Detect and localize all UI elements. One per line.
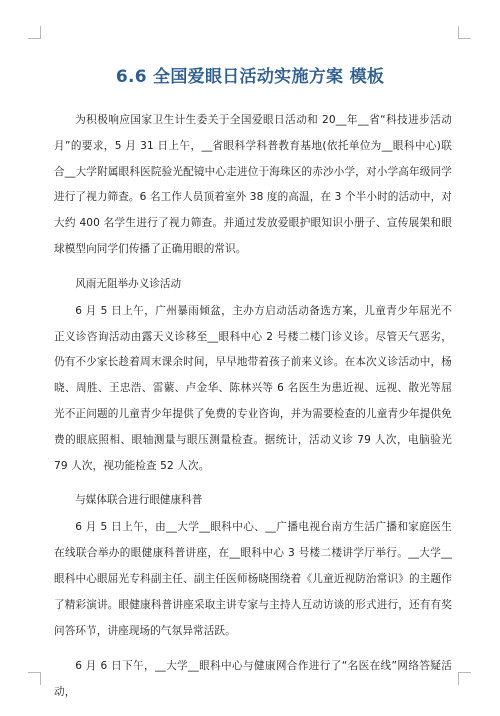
paragraph-free-clinic: 6 月 5 日上午，广州暴雨倾盆，主办方启动活动备选方案，儿童青少年屈光不正义诊咨询活动由露天义诊移至__眼科中心 2 号楼二楼门诊义诊。尽管天气恶劣，仍有不少家长趁着周末课余时间，早早地带着孩子前来义诊。在本次义诊活动中，杨晓、周胜、王忠浩、雷蘩、卢金华、陈林兴等 6 名医生为患近视、远视、散光等屈光不正问题的儿童青少年提供了免费的专业咨询，并为需要检查的儿童青少年提供免费的眼底照相、眼轴测量与眼压测量检查。据统计，活动义诊 79 人次，电脑验光 79 人次，视功能检查 52 人次。	[54, 304, 452, 472]
paragraph-intro: 为积极响应国家卫生计生委关于全国爱眼日活动和 20__年__省“科技进步活动月”的要求，5 月 31 日上午，__省眼科学科普教育基地(依托单位为__眼科中心)联合__大学附属眼科医院验光配镜中心走进位于海珠区的赤沙小学，对小学高年级同学进行了视力筛查。6 名工作人员顶着室外 38 度的高温，在 3 个半小时的活动中，对大约 400 名学生进行了视力筛查。并通过发放爱眼护眼知识小册子、宣传展架和眼球模型向同学们传播了正确用眼的常识。	[54, 114, 452, 255]
document-body	[54, 108, 452, 716]
crop-mark-bottom-left	[28, 672, 41, 685]
crop-mark-bottom-right	[458, 672, 471, 685]
section-heading-media: 与媒体联合进行眼健康科普	[75, 494, 203, 507]
crop-mark-top-left	[28, 26, 41, 39]
document-title: 6.6 全国爱眼日活动实施方案 模板	[115, 67, 385, 87]
section-heading-free-clinic: 风雨无阻举办义诊活动	[75, 277, 182, 290]
crop-mark-top-right	[458, 26, 471, 39]
paragraph-online-qa: 6 月 6 日下午，__大学__眼科中心与健康网合作进行了“名医在线”网络答疑活动，	[54, 660, 452, 699]
paragraph-media-lecture: 6 月 5 日上午，由__大学__眼科中心、__广播电视台南方生活广播和家庭医生在线联合举办的眼健康科普讲座，在__眼科中心 3 号楼二楼讲学厅举行。__大学__眼科中心眼屈光专科副主任、副主任医师杨晓围绕着《儿童近视防治常识》的主题作了精彩演讲。眼健康科普讲座采取主讲专家与主持人互动访谈的形式进行，还有有奖问答环节，讲座现场的气氛异常活跃。	[54, 521, 452, 637]
